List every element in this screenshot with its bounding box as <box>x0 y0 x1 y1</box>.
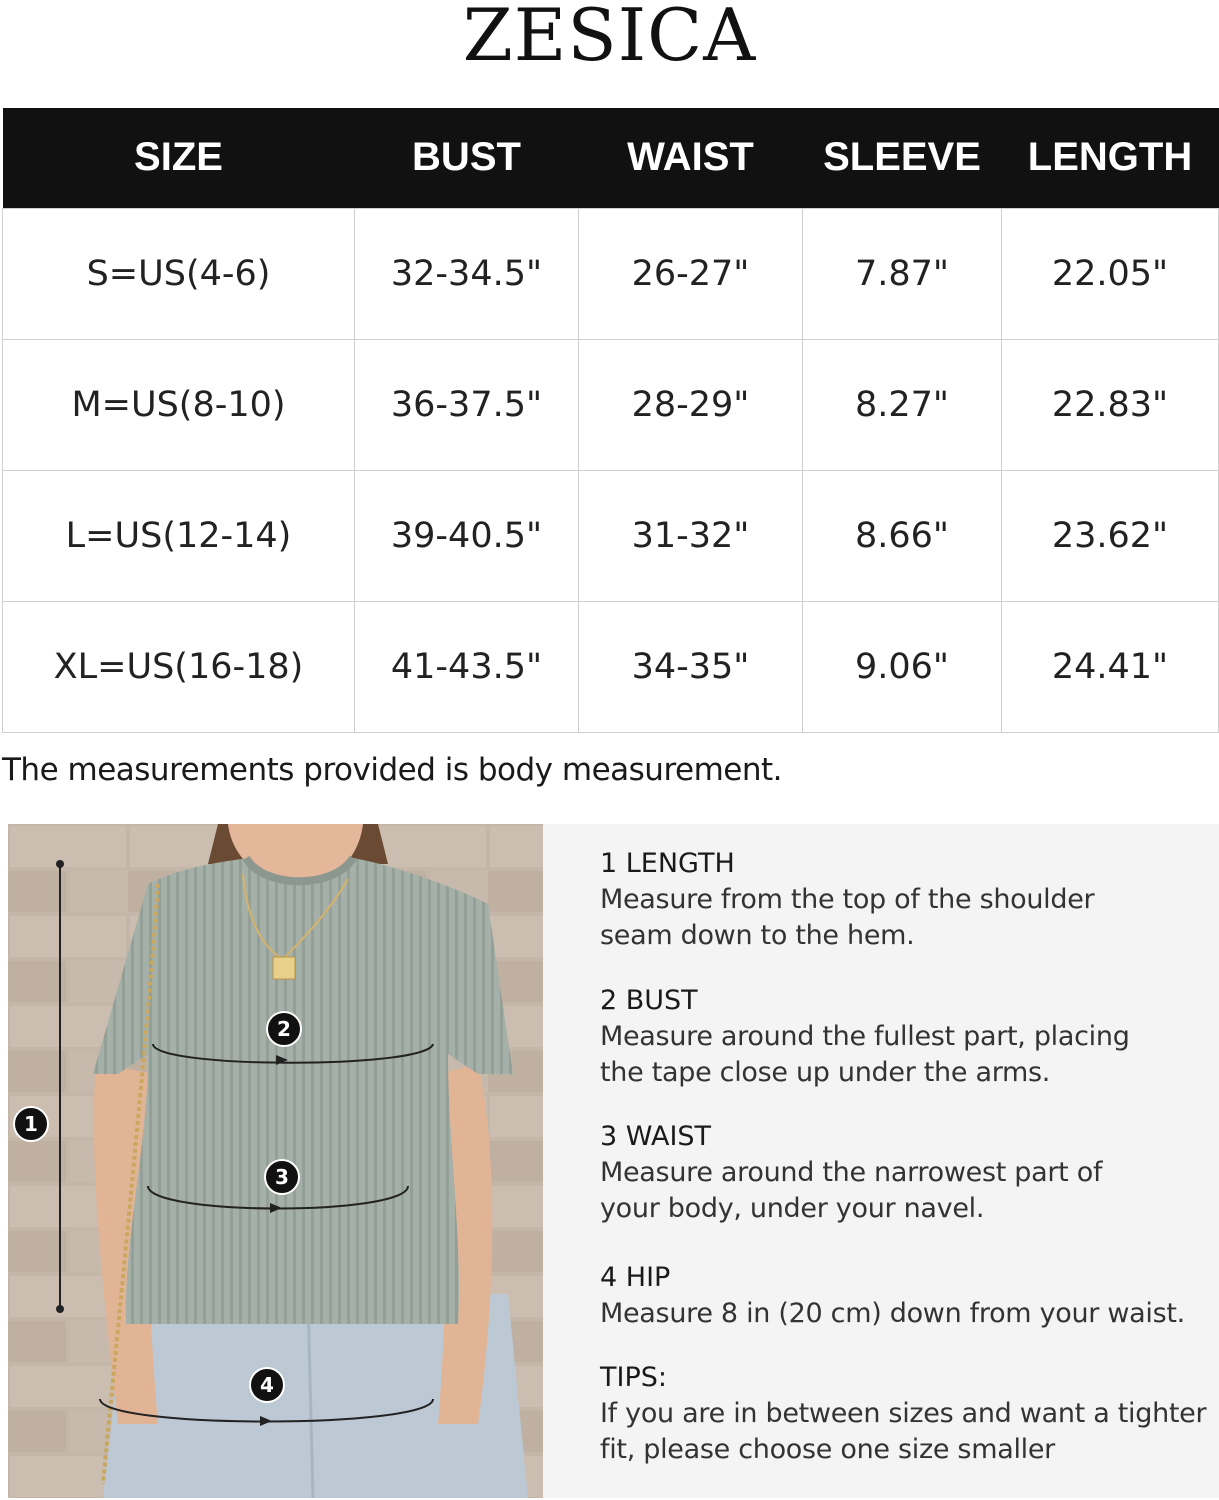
guide-bust-desc: Measure around the fullest part, placing the tape close up under the arms. <box>600 1021 1130 1088</box>
header-sleeve: SLEEVE <box>803 108 1002 208</box>
header-waist: WAIST <box>579 108 803 208</box>
table-row <box>3 601 1219 732</box>
cell-sleeve: 8.66" <box>803 470 1002 601</box>
cell-waist: 34-35" <box>579 601 803 732</box>
header-length: LENGTH <box>1002 108 1219 208</box>
guide-bust <box>600 983 1210 1091</box>
cell-length: 23.62" <box>1002 470 1219 601</box>
cell-bust: 41-43.5" <box>355 601 579 732</box>
marker-waist-badge <box>265 1160 299 1194</box>
table-row <box>3 470 1219 601</box>
model-illustration <box>8 824 543 1498</box>
cell-bust: 36-37.5" <box>355 339 579 470</box>
svg-text:3: 3 <box>275 1165 289 1189</box>
cell-sleeve: 7.87" <box>803 208 1002 339</box>
measurement-note: The measurements provided is body measurement. <box>2 752 783 788</box>
guide-waist-desc: Measure around the narrowest part of your body, under your navel. <box>600 1157 1103 1224</box>
cell-bust: 39-40.5" <box>355 470 579 601</box>
cell-size: XL=US(16-18) <box>3 601 355 732</box>
model-photo <box>8 824 543 1498</box>
guide-length-desc: Measure from the top of the shoulder seam down to the hem. <box>600 884 1095 951</box>
guide-length <box>600 846 1210 954</box>
size-chart-table <box>2 108 1219 733</box>
guide-hip-desc: Measure 8 in (20 cm) down from your waist. <box>600 1298 1185 1329</box>
cell-size: S=US(4-6) <box>3 208 355 339</box>
svg-text:4: 4 <box>260 1373 274 1397</box>
guide-tips-title: TIPS: <box>600 1362 667 1393</box>
guide-waist <box>600 1119 1210 1227</box>
guide-waist-title: 3 WAIST <box>600 1121 712 1152</box>
cell-length: 22.05" <box>1002 208 1219 339</box>
marker-length-badge <box>14 1107 48 1141</box>
table-row <box>3 208 1219 339</box>
cell-waist: 31-32" <box>579 470 803 601</box>
guide-hip-title: 4 HIP <box>600 1262 671 1293</box>
guide-tips-desc: If you are in between sizes and want a tighter fit, please choose one size smaller <box>600 1398 1207 1465</box>
cell-length: 22.83" <box>1002 339 1219 470</box>
brand-logo: ZESICA <box>462 0 757 77</box>
cell-sleeve: 8.27" <box>803 339 1002 470</box>
guide-tips <box>600 1360 1210 1468</box>
header-size: SIZE <box>3 108 355 208</box>
guide-bust-title: 2 BUST <box>600 985 698 1016</box>
cell-size: M=US(8-10) <box>3 339 355 470</box>
cell-waist: 28-29" <box>579 339 803 470</box>
guide-hip <box>600 1260 1210 1332</box>
guide-length-title: 1 LENGTH <box>600 848 735 879</box>
cell-bust: 32-34.5" <box>355 208 579 339</box>
header-bust: BUST <box>355 108 579 208</box>
table-header-row <box>3 108 1219 208</box>
svg-text:2: 2 <box>277 1017 291 1041</box>
cell-waist: 26-27" <box>579 208 803 339</box>
table-row <box>3 339 1219 470</box>
svg-text:1: 1 <box>24 1112 38 1136</box>
cell-sleeve: 9.06" <box>803 601 1002 732</box>
marker-bust-badge <box>267 1012 301 1046</box>
measurement-guide-panel <box>543 824 1219 1498</box>
cell-size: L=US(12-14) <box>3 470 355 601</box>
marker-hip-badge <box>250 1368 284 1402</box>
cell-length: 24.41" <box>1002 601 1219 732</box>
